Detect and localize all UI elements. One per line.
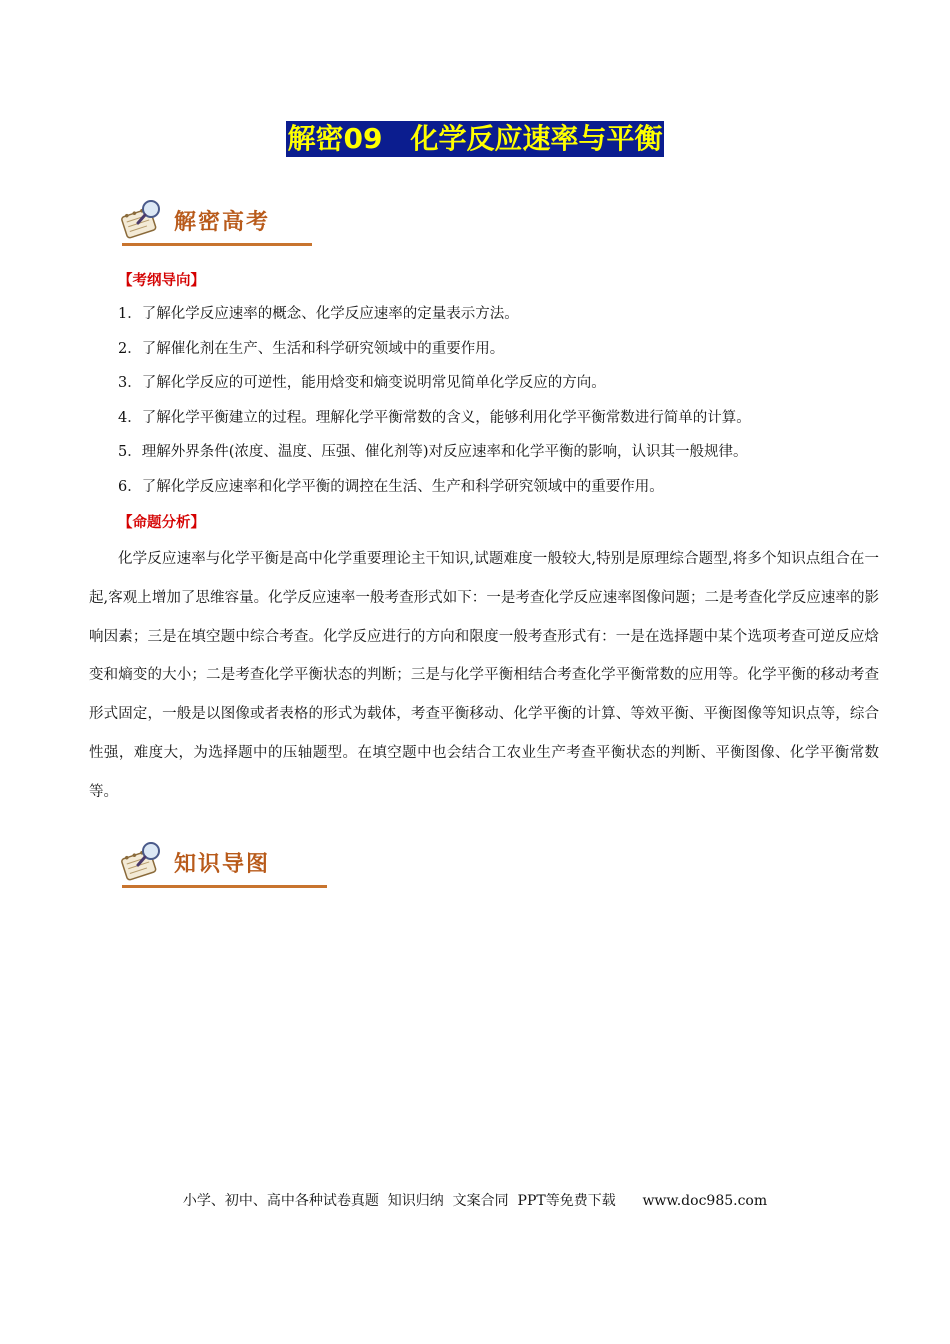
notebook-magnifier-icon [118, 198, 168, 242]
list-item: 3．了解化学反应的可逆性，能用焓变和熵变说明常见简单化学反应的方向。 [118, 375, 606, 391]
list-item: 1．了解化学反应速率的概念、化学反应速率的定量表示方法。 [118, 306, 519, 322]
list-item: 5．理解外界条件(浓度、温度、压强、催化剂等)对反应速率和化学平衡的影响，认识其一般规律。 [118, 444, 748, 460]
notebook-magnifier-icon [118, 840, 168, 884]
title-wrap [0, 121, 950, 157]
section-label: 解密高考 [174, 210, 271, 235]
list-item: 6．了解化学反应速率和化学平衡的调控在生活、生产和科学研究领域中的重要作用。 [118, 478, 664, 495]
page-footer: 小学、初中、高中各种试卷真题 知识归纳 文案合同 PPT等免费下载 www.doc985.com [182, 1193, 768, 1209]
section-header-mindmap [118, 840, 333, 888]
section-underline [122, 243, 312, 246]
list-item: 2．了解催化剂在生产、生活和科学研究领域中的重要作用。 [118, 340, 505, 357]
page-title: 解密09 化学反应速率与平衡 [287, 122, 663, 155]
list-item: 4．了解化学平衡建立的过程。理解化学平衡常数的含义，能够利用化学平衡常数进行简单的计算。 [118, 409, 751, 426]
section-label: 知识导图 [174, 852, 271, 877]
section-underline [122, 885, 327, 888]
analysis-heading: 【命题分析】 [118, 515, 205, 531]
analysis-paragraph: 化学反应速率与化学平衡是高中化学重要理论主干知识,试题难度一般较大,特别是原理综合题型,将多个知识点组合在一起,客观上增加了思维容量。化学反应速率一般考查形式如下：一是考查化学反应速率图像问题；二是考查化学反应速率的影响因素；三是在填空题中综合考查。化学反应进行的方向和限度一般考查形式有：一是在选择题中某个选项考查可逆反应焓变和熵变的大小；二是考查化学平衡状态的判断；三是与化学平衡相结合考查化学平衡常数的应用等。化学平衡的移动考查形式固定，一般是以图像或者表格的形式为载体，考查平衡移动、化学平衡的计算、等效平衡、平衡图像等知识点等，综合性强，难度大，为选择题中的压轴题型。在填空题中也会结合工农业生产考查平衡状态的判断、平衡图像、化学平衡常数等。 [89, 551, 879, 800]
outline-list [118, 297, 878, 504]
outline-heading: 【考纲导向】 [118, 273, 205, 289]
section-header-gaokao [118, 198, 318, 246]
